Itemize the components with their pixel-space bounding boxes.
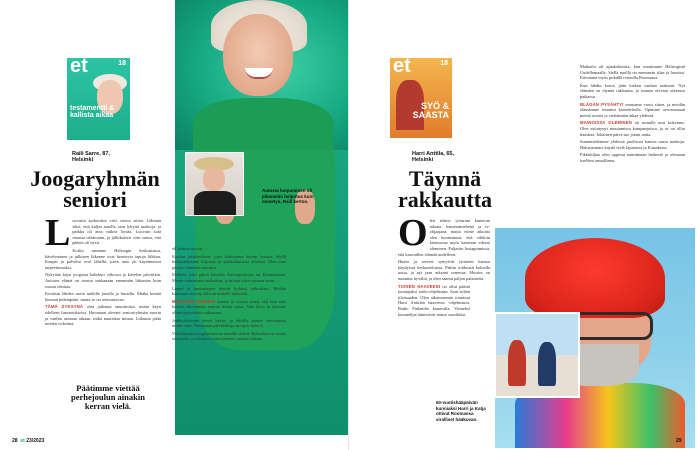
- footer-issue: 23/2023: [26, 438, 45, 444]
- paragraph: uovutin ajokorttini viisi vuotta sitten. Lähinnä siksi, että kuljin autolla vain lyhyitä matkoja, ja paikka oli aina vaikea löytää. Luovuin siitä omasta tahdostani, ja jälkikäteen voin sanoa, että päätös oli hyvä.: [72, 218, 161, 246]
- paragraph-section-3: [172, 299, 286, 316]
- paragraph: len tehnyt työurani kameran takana, kameramiehenä ja tv-ohjaajana, mutta viime aikoina olen huomannut, että vihdoin kiinnostaa myös kameran edessä oleminen. Paljastin Instagramissa, että kaavaillen elämää uudelleen.: [398, 218, 490, 257]
- column-2: [172, 246, 286, 344]
- column-4: [580, 64, 685, 166]
- paragraph: Joukkoliikenne toimii hyvin, ja taksilla pääsee tarvittaessa minne vain. Vanhusten palvelulinja on myös kätevä.: [172, 317, 286, 329]
- byline: Harri Anttila, 65,: [412, 151, 454, 157]
- inset-face: [203, 167, 225, 191]
- paragraph: Suunnittelemme yhdessä puolisoni kanssa uusia matkoja. Haluaisimme käydä vielä Japanissa ja Kanadassa.: [580, 139, 685, 150]
- magazine-issue: 18: [118, 60, 126, 67]
- inset-photo-left: [185, 152, 244, 216]
- paragraph-section-red-2: [580, 120, 685, 137]
- section-lead: MAINOISSA OLEMINEN: [580, 120, 633, 126]
- photo-caption: Autosta luopuminen oli pikemmin helpotus kuin menetys, Raili kertoo.: [262, 188, 314, 205]
- section-text: olen jatkanut tanssimista, mutta käyn edelleen harrastuksissa. Huomaan olevani senioriryhmän nuorin ja vanhin samaan aikaan, mikä naurattaa minua. Liikunta pitää mielen virkeänä.: [45, 304, 161, 327]
- paragraph-section-2: [45, 304, 161, 326]
- dropcap: O: [398, 212, 428, 254]
- inset-photo-right: [494, 312, 580, 398]
- woman-shirt: [193, 98, 333, 150]
- section-text: oli minulle uusi kokemus. Olen esiintynyt muutamissa kampanjoissa, ja se on ollut hauskaa. Jokainen päivä tuo jotain uutta.: [580, 120, 685, 137]
- paragraph: Viikoittainen joogaryhmä on minulle tärkeä. Ryhmässä on useita senioreita, ja olemme ystävystyneet vuosien aikana.: [172, 330, 286, 342]
- paragraph: Haave ja toiveet syntyivät tyttäreni kanssa käydyissä keskusteluissa. Päätin rohkeasti kokeilla uutta, ja nyt jaan arkeani somessa. Muutos on tuntunut hyvältä, ja olen saanut paljon palautetta.: [398, 259, 490, 281]
- inset-person-1: [508, 340, 526, 386]
- paragraph: Kesäisin lähden usein mökille junalla ja bussilla. Matka kestää hieman pidempään, mutta se on rentouttavaa.: [45, 291, 161, 302]
- inset-dress: [194, 191, 236, 216]
- byline-city: Helsinki: [72, 157, 94, 163]
- section-text: on ollut päästä juontajaksi radio-ohjelmaan. Sain siihen tilaisuuden. Olen aikaisemmin toiminut Harri Anttilan haaveena -ohjelmassa. Radio Finlandia kanavalla. Viimeksi kuuntelijat äänestivät minut suosikiksi.: [398, 283, 470, 317]
- section-lead: TOINEN HAAVEENI: [398, 283, 441, 289]
- footer-logo: et: [20, 438, 25, 444]
- magazine-headline: SYÖ & SAASTA: [412, 101, 449, 120]
- paragraph: eli joukon nuorin.: [172, 246, 204, 251]
- section-lead: MIETIMME MIEHENI: [172, 298, 216, 304]
- paragraph-section-red-1: [580, 102, 685, 119]
- title-line-2: seniori: [63, 187, 127, 212]
- byline-city: Helsinki: [412, 157, 434, 163]
- magazine-issue: 18: [440, 60, 448, 67]
- photo-caption: 60-vuotishääpäivän kunniaksi Harri ja Katja ottivat Roomassa viralliset hääkuvan.: [436, 400, 486, 422]
- page-number: 28: [12, 438, 18, 444]
- section-lead: BLÄGÄN PYSÄHTYI: [580, 101, 624, 107]
- paragraph: Melkein joka päivä kävelen Kaivopuistoon tai Eiranrantaan. Meren näkeminen rauhoittaa, ja tuttuja tulee vastaan usein.: [172, 272, 286, 283]
- article-title: [385, 168, 505, 210]
- title-line-1: Joogaryhmän: [30, 166, 160, 191]
- section-lead: TÄMÄ SYKSYNÄ: [45, 304, 84, 310]
- paragraph-section: [398, 284, 470, 318]
- pull-quote: Päätimme viettää perhejoulun ainakin kerran vielä.: [71, 383, 145, 411]
- portrait-photo-top: [175, 0, 348, 150]
- paragraph: Lapset ja lapsenlapset käyvät kylässä viikoittain. Heidän kanssaan vietetty aika on minulle tärkeintä.: [172, 285, 286, 297]
- paragraph: Pikkuhiljaa olen oppinut nauttimaan hetkestä ja olemaan itselleni armollinen.: [580, 152, 685, 163]
- woman-face: [223, 14, 293, 96]
- paragraph: Kuulun juttukerhoon, joka kokoontuu kerran kuussa. Siellä keskustelemme kirjoista ja ajankohtaisista aiheista. Olen aina pitänyt ihmisten seurasta.: [172, 253, 286, 270]
- byline: Raili Sarre, 87,: [72, 151, 110, 157]
- magazine-headline: testamentti & kallista aikaa: [70, 105, 115, 120]
- title-line-2: rakkautta: [397, 187, 493, 212]
- footer: [12, 438, 44, 444]
- paragraph: Kun lähdin kotoa, jätin kaiken vanhan taakseni. Nyt elämäni on täynnä rakkautta, ja tunnen olevani oikeassa paikassa.: [580, 82, 685, 99]
- title-line-1: Täynnä: [408, 166, 482, 191]
- column-1: [45, 212, 161, 329]
- article-title: [30, 168, 160, 210]
- red-beanie: [525, 238, 665, 318]
- page-number-right: 29: [676, 438, 682, 444]
- inset-person-2: [538, 342, 556, 386]
- paragraph: Koska asumme Helsingin keskustassa, käveleminen ja julkinen liikenne ovat luontevia tapoja liikkua. Kaupat ja palvelut ovat lähellä, joten auto jäi käytännössä tarpeettomaksi.: [45, 247, 161, 270]
- column-3: [398, 212, 490, 319]
- magazine-cover-right: [390, 58, 452, 138]
- paragraph: Matkailu oli ajankohtaista, kun muutimme Helsingistä Uudellemaalle. Siellä meillä on enemmän tilaa ja luontoa. Kävimme myös pitkällä reissulla Roomassa.: [580, 64, 685, 81]
- section-text: kanssa jo vuosia sitten, että kun aika koittaa, luovumme autosta ilman surua. Niin kävi, ja olemme olleet tyytyväisiä ratkaisuun.: [172, 298, 286, 315]
- magazine-logo: et: [393, 58, 411, 77]
- dropcap: L: [45, 212, 71, 254]
- paragraph: Nykyään käyn joogassa kahdesti viikossa ja kävelen päivittäin. Autoton elämä on tuonut mukanaan enemmän liikuntaa kuin osasin odottaa.: [45, 272, 161, 289]
- magazine-logo: et: [70, 58, 88, 77]
- magazine-cover-left: [67, 58, 130, 140]
- section-text: muutama vuosi sitten, ja meidän elämämme muuttui kertaheitolla. Opimme arvostamaan pieniä asioita ja viettämään aikaa yhdessä.: [580, 101, 685, 118]
